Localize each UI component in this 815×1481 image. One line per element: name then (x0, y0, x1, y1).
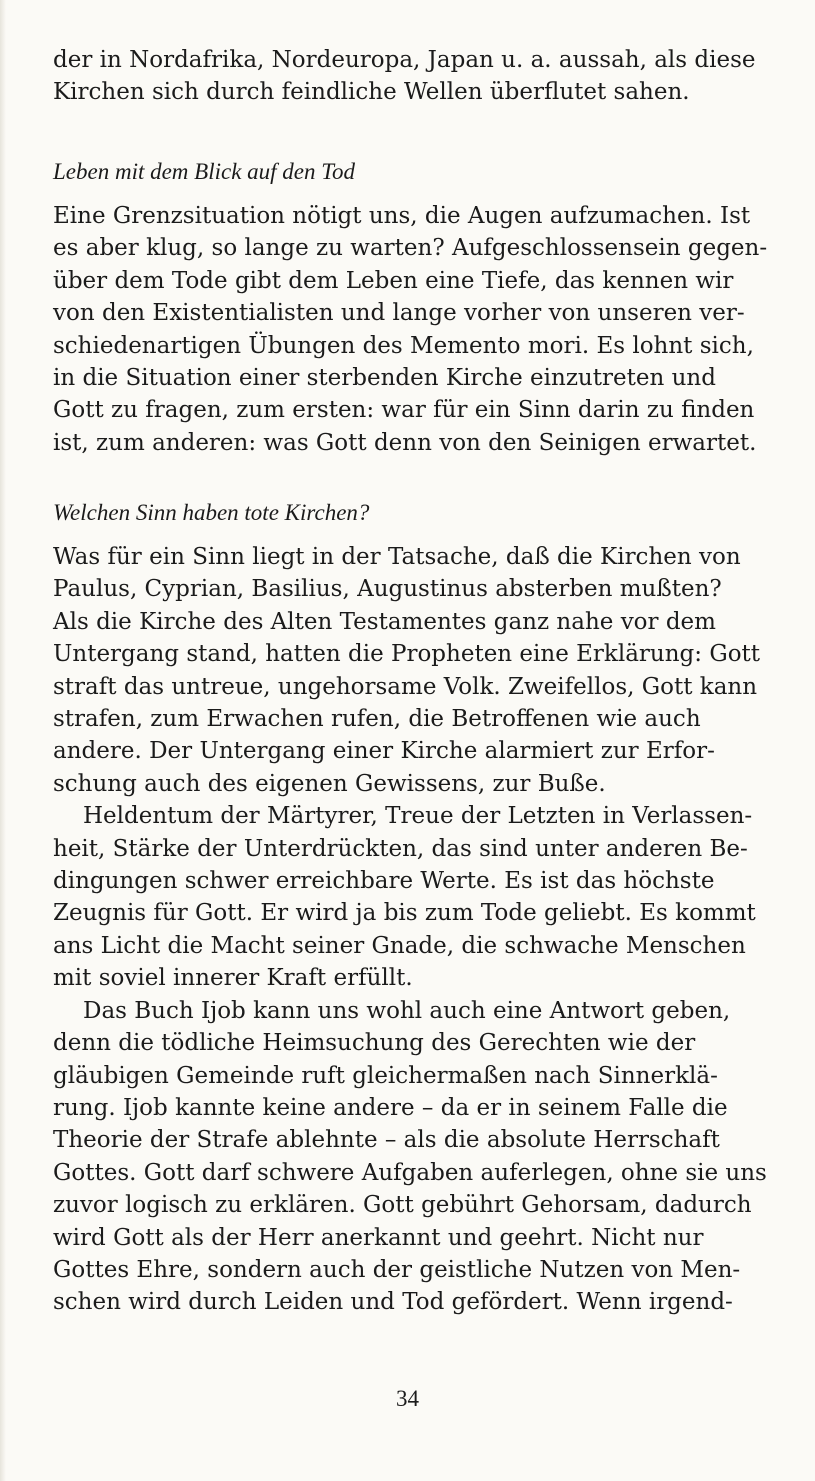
section-heading-welchen-sinn: Welchen Sinn haben tote Kirchen? (53, 500, 370, 525)
section2-paragraph-3: Das Buch Ijob kann uns wohl auch eine Antwort geben, denn die tödliche Heimsuchung des Gerechten wie der gläubigen Gemeinde ruft gleichermaßen nach Sinnerklä- rung. Ijob kannte keine andere – da er in seinem Falle die Theorie der Strafe ablehnte – als die absolute Herrschaft Gottes. Gott darf schwere Aufgaben auferlegen, ohne sie uns zuvor logisch zu erklären. Gott gebührt Gehorsam, dadurch wird Gott als der Herr anerkannt und geehrt. Nicht nur Gottes Ehre, sondern auch der geistliche Nutzen von Men- schen wird durch Leiden und Tod gefördert. Wenn irgend- (53, 997, 767, 1316)
section2-body (53, 541, 776, 1319)
intro-paragraph: der in Nordafrika, Nordeuropa, Japan u. a. aussah, als diese Kirchen sich durch feindliche Wellen überflutet sahen. (53, 47, 756, 106)
section2-paragraph-1: Was für ein Sinn liegt in der Tatsache, daß die Kirchen von Paulus, Cyprian, Basilius, Augustinus absterben mußten? Als die Kirche des Alten Testamentes ganz nahe vor dem Untergang stand, hatten die Propheten eine Erklärung: Gott straft das untreue, ungehorsame Volk. Zweifellos, Gott kann strafen, zum Erwachen rufen, die Betroffenen wie auch andere. Der Untergang einer Kirche alarmiert zur Erfor- schung auch des eigenen Gewissens, zur Buße. (53, 544, 761, 797)
section1-body (53, 200, 776, 459)
section2-paragraph-2: Heldentum der Märtyrer, Treue der Letzten in Verlassen- heit, Stärke der Unterdrückten, das sind unter anderen Be- dingungen schwer erreichbare Werte. Es ist das höchste Zeugnis für Gott. Er wird ja bis zum Tode geliebt. Es kommt ans Licht die Macht seiner Gnade, die schwache Menschen mit soviel innerer Kraft erfüllt. (53, 803, 756, 992)
intro-paragraph-block (53, 44, 776, 109)
section1-paragraph: Eine Grenzsituation nötigt uns, die Augen aufzumachen. Ist es aber klug, so lange zu warten? Aufgeschlossensein gegen- über dem Tode gibt dem Leben eine Tiefe, das kennen wir von den Existentialisten und lange vorher von unseren ver- schiedenartigen Übungen des Memento mori. Es lohnt sich, in die Situation einer sterbenden Kirche einzutreten und Gott zu fragen, zum ersten: war für ein Sinn darin zu finden ist, zum anderen: was Gott denn von den Seinigen erwartet. (53, 203, 768, 456)
page-number: 34 (396, 1386, 419, 1411)
page-gutter-shadow (0, 0, 6, 1481)
section-heading-leben: Leben mit dem Blick auf den Tod (53, 159, 355, 184)
